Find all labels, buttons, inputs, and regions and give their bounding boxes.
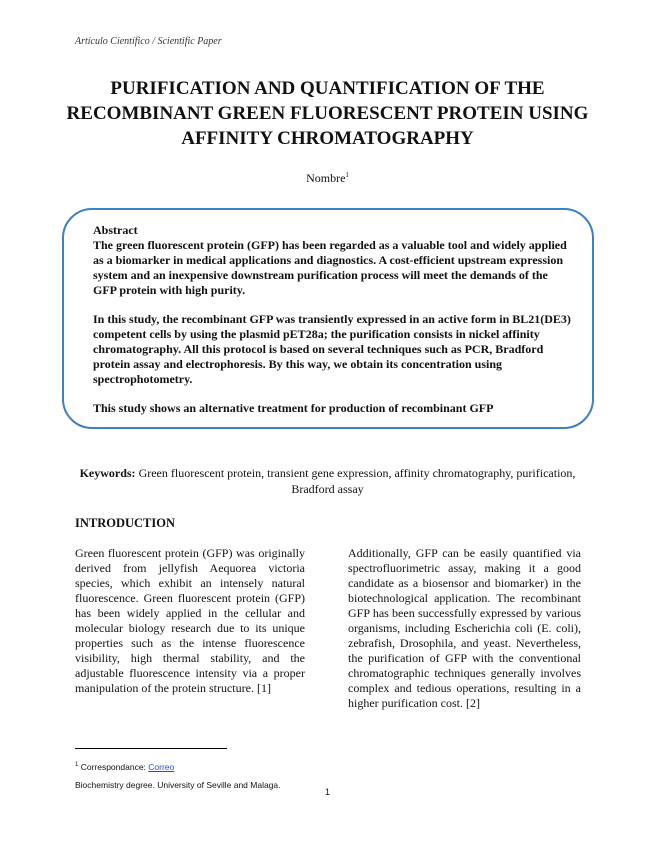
footnote-marker: 1 <box>75 762 79 768</box>
keywords-text: Green fluorescent protein, transient gene expression, affinity chromatography, purification, Bradford assay <box>135 466 576 496</box>
abstract-paragraph-1: The green fluorescent protein (GFP) has been regarded as a valuable tool and widely applied as a biomarker in medical applications and diagnostics. A cost-efficient upstream expression system and an inexpensive downstream purification process will meet the demands of the GFP protein with high purity. <box>93 238 567 297</box>
abstract-heading: Abstract <box>93 223 138 237</box>
author-name: Nombre <box>306 171 346 185</box>
introduction-left-column: Green fluorescent protein (GFP) was originally derived from jellyfish Aequorea victoria species, which exhibit an intensely natural fluorescence. Green fluorescent protein (GFP) has been widely applied in the cellular and molecular biology research due to its unique properties such as the intense fluorescence visibility, high thermal stability, and the adjustable fluorescence intensity via a proper manipulation of the protein structure. [1] <box>75 546 305 695</box>
page-number: 1 <box>324 787 330 797</box>
footnote-correspondence <box>75 756 281 776</box>
correspondence-link[interactable]: Correo <box>148 761 175 772</box>
introduction-heading: INTRODUCTION <box>75 516 176 530</box>
abstract <box>93 223 571 430</box>
paper-title: PURIFICATION AND QUANTIFICATION OF THE RECOMBINANT GREEN FLUORESCENT PROTEIN USING AFFINITY CHROMATOGRAPHY <box>66 78 589 149</box>
abstract-paragraph-3: This study shows an alternative treatment for production of recombinant GFP <box>93 401 494 415</box>
footnote-affiliation: Biochemistry degree. University of Seville and Malaga. <box>75 779 281 790</box>
author-footnote-marker: 1 <box>345 171 349 179</box>
keywords <box>75 465 580 497</box>
author-line <box>0 171 655 186</box>
keywords-label: Keywords: <box>79 466 136 480</box>
footnote-divider <box>75 748 227 749</box>
footnote-label: Correspondance: <box>78 761 149 772</box>
abstract-paragraph-2: In this study, the recombinant GFP was transiently expressed in an active form in BL21(DE3) competent cells by using the plasmid pET28a; the purification consists in nickel affinity chromatography. All this protocol is based on several techniques such as PCR, Bradford protein assay and electrophoresis. By this way, we obtain its concentration using spectrophotometry. <box>93 312 571 386</box>
introduction-right-column: Additionally, GFP can be easily quantified via spectrofluorimetric assay, making it a good candidate as a biosensor and biomarker) in the biotechnological application. The recombinant GFP has been successfully expressed by various organisms, including Escherichia coli (E. coli), zebrafish, Drosophila, and yeast. Nevertheless, the purification of GFP with the conventional chromatographic techniques generally involves complex and tedious operations, resulting in a higher purification cost. [2] <box>348 546 581 710</box>
running-head: Artículo Científico / Scientific Paper <box>75 36 222 47</box>
